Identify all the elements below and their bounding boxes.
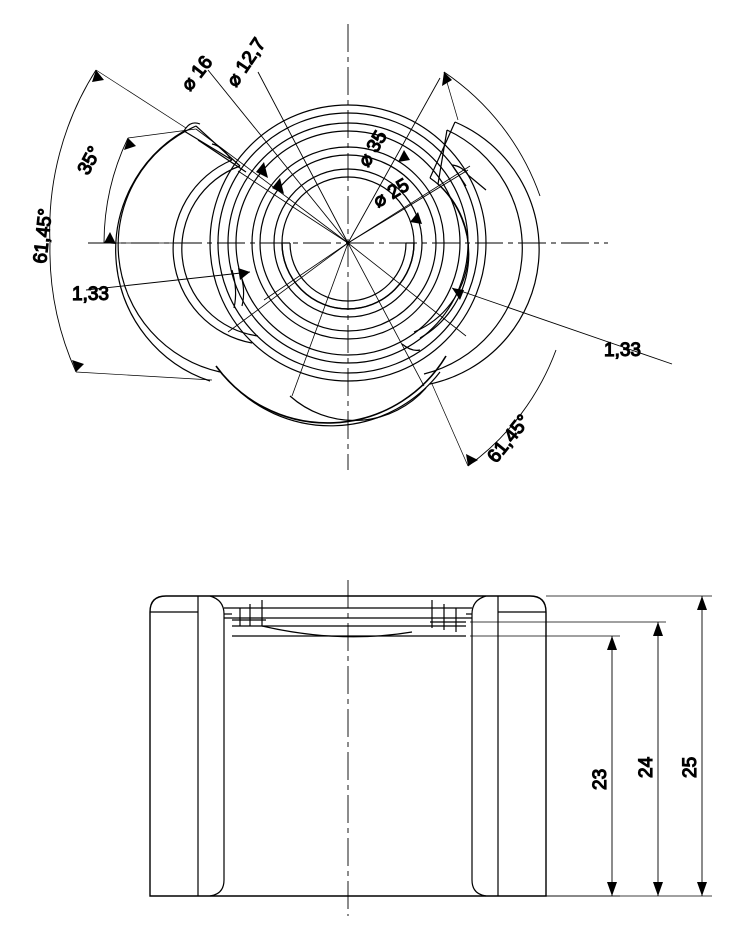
dim-angle-61-45-left-arrow-1: [92, 70, 104, 82]
dim-height-24-label: 24: [636, 756, 657, 778]
dim-height-23-label: 23: [590, 768, 611, 790]
front-view-group: [150, 580, 712, 916]
dim-angle-35: [92, 129, 196, 244]
dim-angle-61-45-left: [50, 70, 212, 380]
dim-angle-61-45-right-arc: [444, 72, 540, 196]
dim-angle-35-ext-2: [128, 129, 196, 138]
right-jaw-edge: [468, 175, 486, 190]
front-left-cap-round: [210, 596, 224, 896]
dim-angle-35-arrow-1: [104, 232, 116, 244]
left-jaw-outer-2: [118, 126, 220, 372]
dim-23-arrow-bottom: [607, 882, 617, 896]
left-jaw-edge-line: [198, 140, 246, 172]
center-lines: [88, 24, 608, 470]
dim-dia-12-7: [258, 72, 348, 243]
dim-angle-61-45-right-ext-2: [432, 384, 468, 466]
radial-line-7: [348, 243, 466, 336]
left-jaw-top-face: [184, 131, 232, 160]
dim-25-arrow-top: [697, 596, 707, 610]
dim-angle-61-45-right-label: 61,45°: [483, 411, 535, 468]
dim-angle-61-45-right-arrow-2: [466, 454, 478, 466]
dim-dia-25-leader: [348, 170, 468, 243]
dim-dia-25-label: ⌀ 25: [369, 174, 414, 213]
radial-construction-lines: [196, 129, 470, 396]
dim-1-33-left-arrow: [238, 268, 250, 280]
right-jaw: [414, 122, 539, 384]
dim-height-23: [470, 636, 620, 896]
dim-dia-35-arrow: [398, 150, 410, 162]
dim-angle-61-45-left-arc-2: [50, 243, 76, 372]
dim-height-25: [546, 596, 712, 896]
dim-angle-35-arc: [104, 138, 128, 243]
dim-angle-35-arrow-2: [124, 138, 136, 150]
dim-24-arrow-bottom: [653, 882, 663, 896]
dim-angle-35-label: 35°: [73, 143, 106, 179]
dim-23-arrow-top: [607, 636, 617, 650]
radial-line-3: [264, 243, 348, 300]
dim-25-arrow-bottom: [697, 882, 707, 896]
dim-dia-25: [348, 170, 468, 243]
dim-dia-12-7-label: ⌀ 12,7: [222, 34, 271, 91]
front-right-cap-round: [472, 596, 486, 896]
dim-dia-12-7-leader: [258, 72, 348, 243]
dim-angle-61-45-left-label: 61,45°: [30, 207, 57, 265]
dim-angle-61-45-left-ext-1: [96, 70, 186, 128]
top-view-group: [30, 24, 672, 470]
dim-dia-35-label: ⌀ 35: [354, 127, 392, 171]
dim-height-25-label: 25: [680, 756, 701, 778]
dim-dia-12-7-arrow: [272, 178, 284, 194]
front-top-curve: [262, 626, 412, 637]
dim-1-33-right-label: 1,33: [604, 340, 641, 361]
dim-24-arrow-top: [653, 622, 663, 636]
dim-dia-16-label: ⌀ 16: [177, 52, 218, 96]
dim-1-33-left-label: 1,33: [72, 284, 109, 305]
